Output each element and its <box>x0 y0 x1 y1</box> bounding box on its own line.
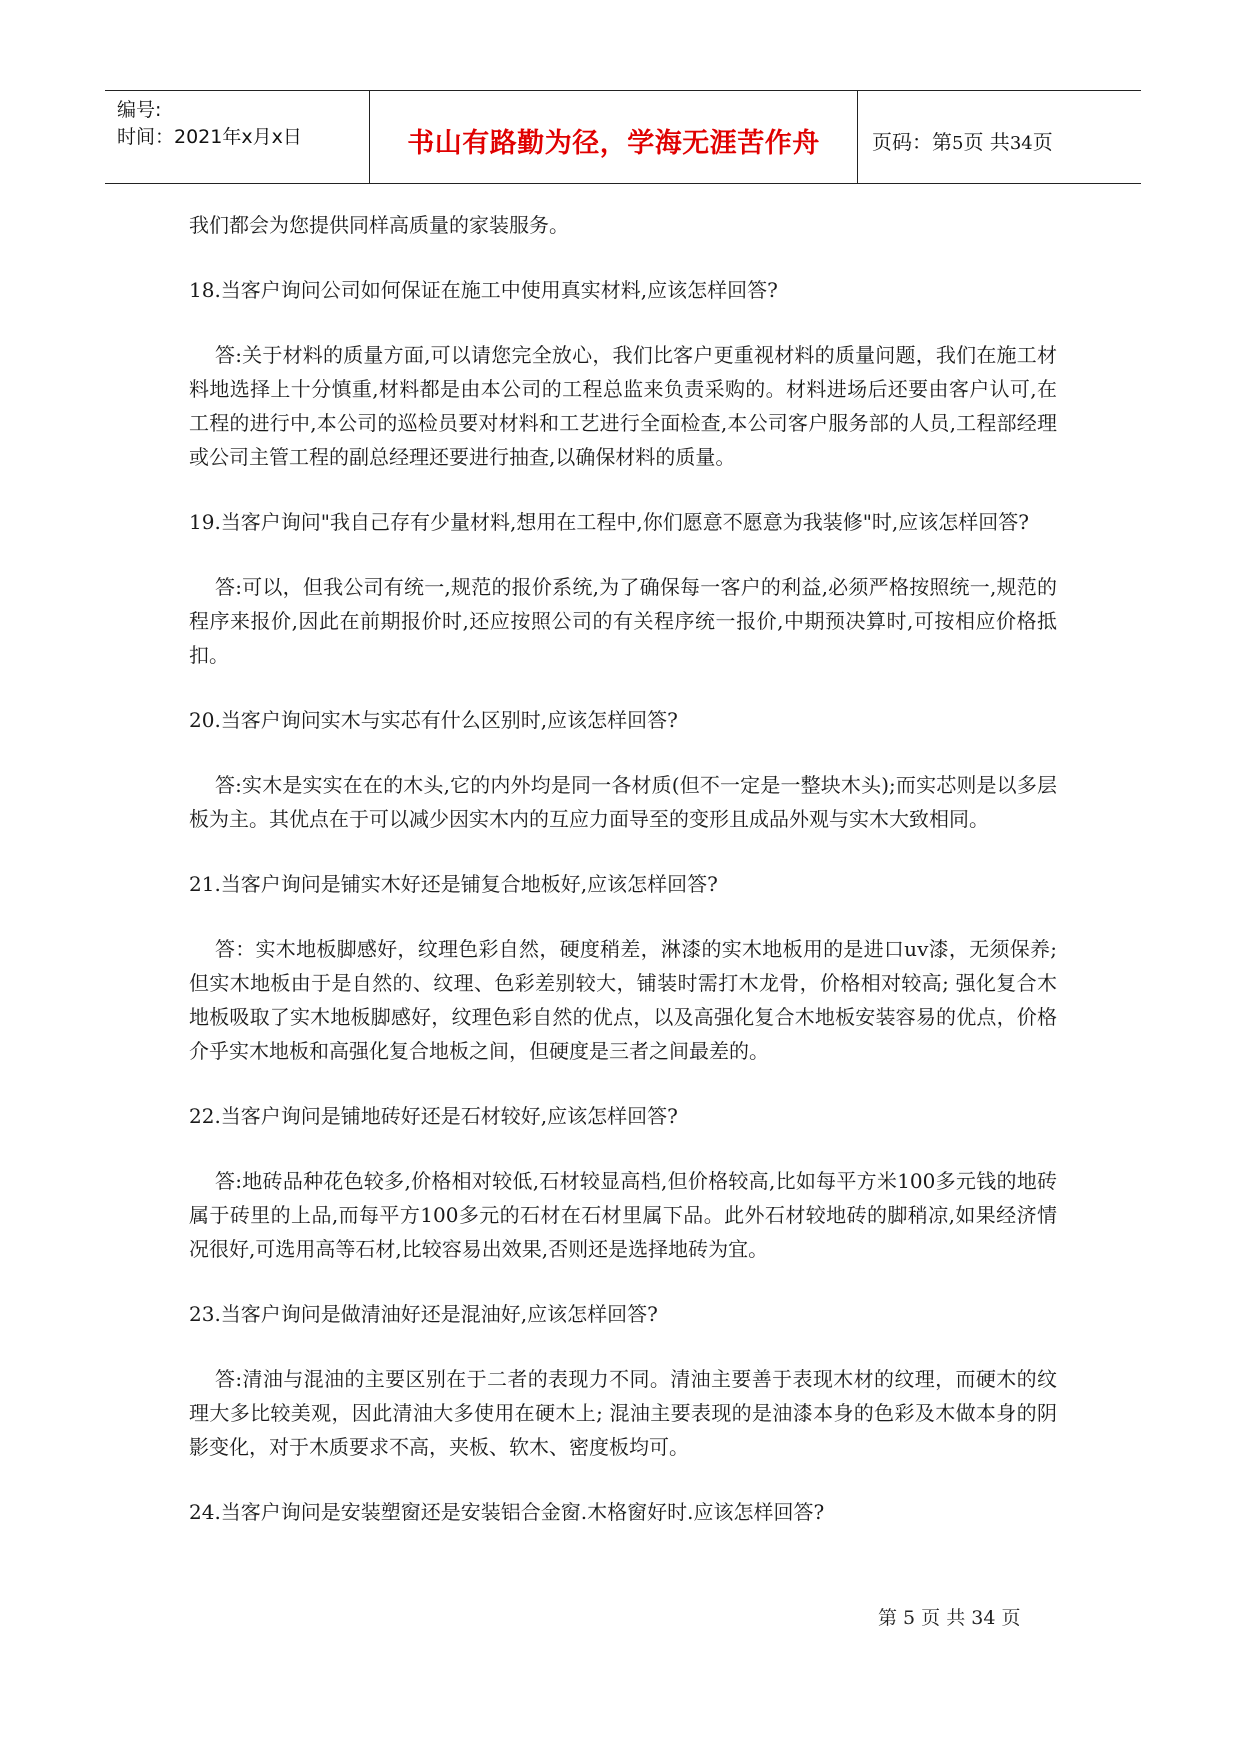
question-paragraph: 21.当客户询问是铺实木好还是铺复合地板好,应该怎样回答? <box>189 872 718 896</box>
question-paragraph: 19.当客户询问"我自己存有少量材料,想用在工程中,你们愿意不愿意为我装修"时,应该怎样回答? <box>189 510 1029 534</box>
question-paragraph: 18.当客户询问公司如何保证在施工中使用真实材料,应该怎样回答? <box>189 278 778 302</box>
answer-paragraph: 答:地砖品种花色较多,价格相对较低,石材较显高档,但价格较高,比如每平方米100多元钱的地砖属于砖里的上品,而每平方100多元的石材在石材里属下品。此外石材较地砖的脚稍凉,如果经济情况很好,可选用高等石材,比较容易出效果,否则还是选择地砖为宜。 <box>189 1169 1057 1261</box>
answer-paragraph: 答：实木地板脚感好，纹理色彩自然，硬度稍差，淋漆的实木地板用的是进口uv漆，无须保养; 但实木地板由于是自然的、纹理、色彩差别较大，铺装时需打木龙骨，价格相对较高; 强化复合木地板吸取了实木地板脚感好，纹理色彩自然的优点，以及高强化复合木地板安装容易的优点，价格介乎实木地板和高强化复合地板之间，但硬度是三者之间最差的。 <box>189 937 1057 1063</box>
page-code-suffix: 页 <box>1032 130 1053 154</box>
answer-paragraph: 答:可以，但我公司有统一,规范的报价系统,为了确保每一客户的利益,必须严格按照统一,规范的程序来报价,因此在前期报价时,还应按照公司的有关程序统一报价,中期预决算时,可按相应价格抵扣。 <box>189 575 1057 667</box>
question-paragraph: 23.当客户询问是做清油好还是混油好,应该怎样回答? <box>189 1302 658 1326</box>
paragraph: 我们都会为您提供同样高质量的家装服务。 <box>189 213 569 237</box>
question-paragraph: 22.当客户询问是铺地砖好还是石材较好,应该怎样回答? <box>189 1104 678 1128</box>
document-number-label: 编号: <box>117 99 162 121</box>
page-code-current: 5 <box>952 133 964 154</box>
page-header <box>105 90 1141 184</box>
document-body <box>189 208 1057 1560</box>
question-paragraph: 24.当客户询问是安装塑窗还是安装铝合金窗.木格窗好时.应该怎样回答? <box>189 1500 825 1524</box>
header-page-code <box>858 91 1141 183</box>
page-code-total: 34 <box>1009 133 1033 154</box>
question-paragraph: 20.当客户询问实木与实芯有什么区别时,应该怎样回答? <box>189 708 678 732</box>
header-meta <box>105 91 370 183</box>
header-motto: 书山有路勤为径，学海无涯苦作舟 <box>407 128 820 159</box>
answer-paragraph: 答:关于材料的质量方面,可以请您完全放心，我们比客户更重视材料的质量问题，我们在施工材料地选择上十分慎重,材料都是由本公司的工程总监来负责采购的。材料进场后还要由客户认可,在工程的进行中,本公司的巡检员要对材料和工艺进行全面检查,本公司客户服务部的人员,工程部经理或公司主管工程的副总经理还要进行抽查,以确保材料的质量。 <box>189 343 1057 469</box>
page-code-mid: 页 共 <box>963 130 1010 154</box>
answer-paragraph: 答:实木是实实在在的木头,它的内外均是同一各材质(但不一定是一整块木头);而实芯则是以多层板为主。其优点在于可以减少因实木内的互应力面导至的变形且成品外观与实木大致相同。 <box>189 773 1057 831</box>
page-code-text <box>872 126 1053 155</box>
document-time-label: 时间：2021年x月x日 <box>117 126 302 148</box>
header-motto-cell <box>370 91 858 183</box>
page-footer: 第 5 页 共 34 页 <box>878 1607 1021 1629</box>
page-code-prefix: 页码：第 <box>872 130 952 154</box>
answer-paragraph: 答:清油与混油的主要区别在于二者的表现力不同。清油主要善于表现木材的纹理，而硬木的纹理大多比较美观，因此清油大多使用在硬木上; 混油主要表现的是油漆本身的色彩及木做本身的阴影变化，对于木质要求不高，夹板、软木、密度板均可。 <box>189 1367 1057 1459</box>
